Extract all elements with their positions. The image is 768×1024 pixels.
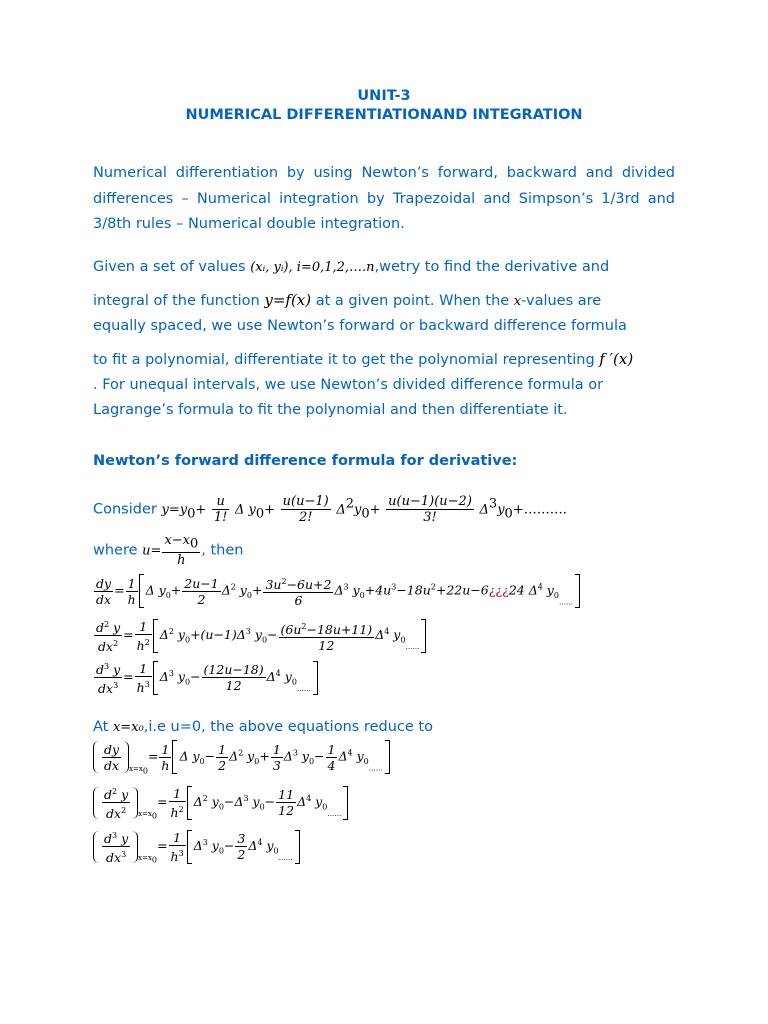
section-heading: Newton’s forward difference formula for derivative: <box>93 453 518 469</box>
trailing-dots: …… <box>558 598 573 607</box>
series-dots: ………. <box>523 502 567 518</box>
at-label: ,i.e u=0, the above equations reduce to <box>143 719 433 735</box>
where-label: where <box>93 542 143 559</box>
reduced-third-derivative: $\frac{d^3 y}{dx^3}$ $_{x=x_0}$= $\frac{1}{h^3}$ $\Delta^3$ $y_0-$ $\frac{3}{2}$ $\Delta^4$ $y_{0\dots\dots}$ <box>93 828 300 865</box>
trailing-dots: …… <box>296 685 311 694</box>
intro-line-6: Lagrange’s formula to fit the polynomial and then differentiate it. <box>93 402 568 418</box>
reduced-second-derivative: $\frac{d^2 y}{dx^2}$ $_{x=x_0}$= $\frac{1}{h^2}$ $\Delta^2$ $y_0-\Delta^3$ $y_0-$ $\frac{11}{12}$ $\Delta^4$ $y_{0\dots\dots}$ <box>93 784 348 821</box>
first-derivative-equation: $\frac{dy}{dx}$ = $\frac{1}{h}$ Δ $y_0+$ $\frac{2u-1}{2}$ $\Delta^2$ $y_0+$ $\frac{3u^2-6u+2}{6}$ $\Delta^3$ $y_0+4u^3-18u^2+22u-6¿¿¿24$ $\Delta^4$ $y_{0\dots\dots}$ <box>93 574 580 608</box>
x-eq-x0-math: x=x₀ <box>112 720 144 735</box>
intro-text: integral of the function <box>93 293 265 309</box>
trailing-dots: …… <box>368 764 383 773</box>
intro-text: Given a set of values <box>93 259 251 275</box>
trailing-dots: …… <box>405 643 420 652</box>
garbled-chars: ¿¿¿ <box>488 582 509 598</box>
at-label: At <box>93 719 113 735</box>
trailing-dots: …… <box>278 854 293 863</box>
intro-line-4 <box>93 350 633 368</box>
then-label: , then <box>201 542 244 559</box>
trailing-dots: …… <box>327 810 342 819</box>
intro-line-3: equally spaced, we use Newton’s forward or backward difference formula <box>93 318 627 334</box>
third-derivative-equation: $\frac{d^3 y}{dx^3}$ = $\frac{1}{h^3}$ $\Delta^3$ $y_0-$ $\frac{(12u-18)}{12}$ $\Delta^4$ $y_{0\dots\dots}$ <box>93 659 318 696</box>
reduced-first-derivative: $\frac{dy}{dx}$ $_{x=x_0}$= $\frac{1}{h}$ Δ $y_0-$ $\frac{1}{2}$ $\Delta^2$ $y_0+$ $\frac{1}{3}$ $\Delta^3$ $y_0-$ $\frac{1}{4}$ $\Delta^4$ $y_{0\dots\dots}$ <box>93 740 390 775</box>
intro-text: -values are <box>521 293 602 309</box>
intro-text: ,wetry to find the derivative and <box>374 259 610 275</box>
set-of-values-math: (xᵢ, yᵢ), i=0,1,2,….n <box>250 260 375 275</box>
intro-line-5: . For unequal intervals, we use Newton’s divided difference formula or <box>93 377 604 393</box>
at-x0-line <box>93 719 433 735</box>
fprime-math: f ′(x) <box>599 350 634 368</box>
syllabus-paragraph: Numerical differentiation by using Newton’s forward, backward and divided differences – Numerical integration by Trapezoidal and Simpson’s 1/3rd and 3/8th rules – Numerical double integration. <box>93 165 675 232</box>
where-equation: where u= $\frac{x-x_0}{h}$ , then <box>93 533 244 568</box>
consider-label: Consider <box>93 501 162 518</box>
intro-line-1 <box>93 259 609 275</box>
consider-equation: Consider $y=y_0+$ $\frac{u}{1!}$ Δ $y_0+$ $\frac{u(u-1)}{2!}$ $\Delta^2y_0+$ $\frac{u(u-1)(u-2)}{3!}$ $\Delta^3y_0+\dots\dots\dots$. <box>93 494 567 525</box>
function-math: y=f(x) <box>264 291 312 309</box>
intro-line-2 <box>93 291 601 309</box>
x-variable-math: x <box>513 294 522 309</box>
unit-heading: UNIT-3 <box>357 88 411 104</box>
intro-text: to fit a polynomial, differentiate it to get the polynomial representing <box>93 352 600 368</box>
intro-text: at a given point. When the <box>311 293 514 309</box>
second-derivative-equation: $\frac{d^2 y}{dx^2}$ = $\frac{1}{h^2}$ $\Delta^2$ $y_0+(u-1)\Delta^3$ $y_0-$ $\frac{(6u^2-18u+11)}{12}$ $\Delta^4$ $y_{0\dots\dots}$ <box>93 617 426 654</box>
page-title: NUMERICAL DIFFERENTIATIONAND INTEGRATION <box>185 107 583 123</box>
